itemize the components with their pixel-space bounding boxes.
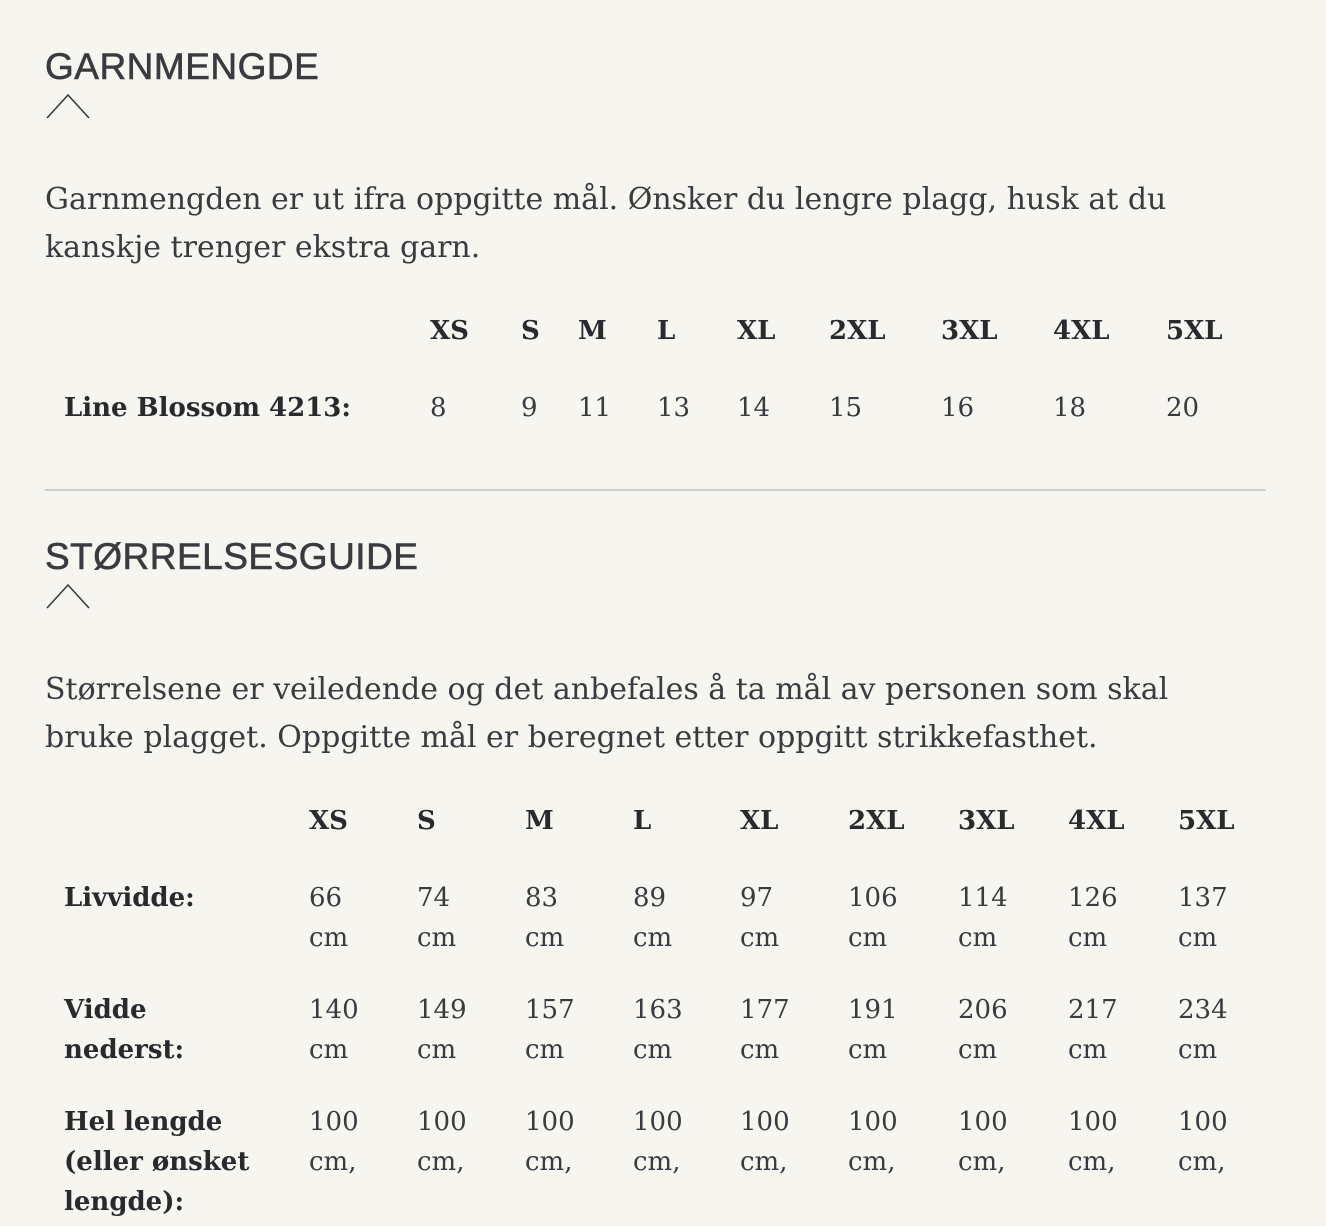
measurement-value: 83 (525, 883, 559, 913)
measurement-value: 100 (958, 1107, 1008, 1137)
yarn-value: 18 (1053, 393, 1087, 423)
table-row (64, 878, 1268, 990)
measurement-value: 137 (1178, 883, 1228, 913)
size-header: L (657, 316, 676, 346)
size-header: M (525, 806, 554, 836)
measurement-cell (1068, 878, 1178, 990)
yarn-table-corner (64, 316, 430, 388)
yarn-section (45, 46, 1266, 272)
measurement-unit: cm, (633, 1147, 681, 1177)
size-header: 2XL (829, 316, 886, 346)
yarn-value: 14 (737, 393, 771, 423)
measurement-cell (309, 1102, 417, 1222)
measurement-value: 100 (525, 1107, 575, 1137)
measurement-unit: cm, (309, 1147, 357, 1177)
measurement-unit: cm, (1068, 1147, 1116, 1177)
measurement-unit: cm (1068, 923, 1108, 953)
size-header: 5XL (1178, 806, 1235, 836)
yarn-value: 15 (829, 393, 863, 423)
size-guide-heading[interactable]: STØRRELSESGUIDE (45, 536, 419, 577)
guide-table-corner (64, 806, 309, 878)
measurement-unit: cm (1068, 1035, 1108, 1065)
measurement-value: 106 (848, 883, 898, 913)
measurement-unit: cm (740, 923, 780, 953)
size-header: 4XL (1053, 316, 1110, 346)
row-label (64, 878, 309, 990)
measurement-value: 100 (633, 1107, 683, 1137)
measurement-unit: cm (633, 923, 673, 953)
yarn-description: Garnmengden er ut ifra oppgitte mål. Ønsker du lengre plagg, husk at du kanskje trenger ekstra garn. (45, 182, 1167, 265)
yarn-value: 20 (1166, 393, 1200, 423)
measurement-value: 100 (417, 1107, 467, 1137)
size-header: S (521, 316, 540, 346)
measurement-value: 100 (309, 1107, 359, 1137)
measurement-unit: cm (848, 923, 888, 953)
chevron-up-icon[interactable] (45, 92, 91, 120)
measurement-value: 157 (525, 995, 575, 1025)
measurement-unit: cm (525, 1035, 565, 1065)
measurement-value: 66 (309, 883, 343, 913)
measurement-value: 74 (417, 883, 451, 913)
size-header: 3XL (941, 316, 998, 346)
measurement-cell (417, 1102, 525, 1222)
measurement-value: 149 (417, 995, 467, 1025)
section-divider (45, 489, 1266, 491)
measurement-value: 100 (740, 1107, 790, 1137)
measurement-cell (1178, 1102, 1268, 1222)
measurement-unit: cm (525, 923, 565, 953)
row-label (64, 1102, 309, 1222)
measurement-cell (740, 990, 848, 1102)
measurement-unit: cm (958, 1035, 998, 1065)
measurement-cell (633, 1102, 740, 1222)
yarn-heading[interactable]: GARNMENGDE (45, 46, 320, 87)
measurement-value: 100 (1178, 1107, 1228, 1137)
measurement-cell (525, 990, 633, 1102)
measurement-unit: cm (740, 1035, 780, 1065)
size-header: M (578, 316, 607, 346)
size-header: 2XL (848, 806, 905, 836)
measurement-cell (309, 990, 417, 1102)
chevron-up-icon[interactable] (45, 582, 91, 610)
measurement-value: 97 (740, 883, 774, 913)
size-guide-description: Størrelsene er veiledende og det anbefales å ta mål av personen som skal bruke plagget. Oppgitte mål er beregnet etter oppgitt strikkefasthet. (45, 672, 1169, 755)
measurement-unit: cm (417, 923, 457, 953)
row-label-line: (eller ønsket (64, 1147, 250, 1177)
measurement-unit: cm (309, 923, 349, 953)
measurement-value: 100 (1068, 1107, 1118, 1137)
measurement-value: 177 (740, 995, 790, 1025)
measurement-value: 100 (848, 1107, 898, 1137)
measurement-value: 163 (633, 995, 683, 1025)
size-header: XS (309, 806, 348, 836)
measurement-unit: cm (1178, 923, 1218, 953)
measurement-cell (633, 878, 740, 990)
table-row (64, 990, 1268, 1102)
size-header: XL (740, 806, 779, 836)
row-label (64, 990, 309, 1102)
size-guide-section (45, 536, 1266, 762)
measurement-unit: cm (958, 923, 998, 953)
measurement-value: 89 (633, 883, 667, 913)
table-row (64, 388, 1256, 428)
measurement-cell (417, 878, 525, 990)
measurement-unit: cm (633, 1035, 673, 1065)
measurement-cell (417, 990, 525, 1102)
row-label-line: nederst: (64, 1035, 185, 1065)
measurement-unit: cm (417, 1035, 457, 1065)
measurement-cell (958, 878, 1068, 990)
yarn-value: 11 (578, 393, 612, 423)
measurement-unit: cm, (958, 1147, 1006, 1177)
measurement-cell (848, 990, 958, 1102)
yarn-table (64, 316, 1256, 428)
measurement-cell (1178, 878, 1268, 990)
measurement-unit: cm (1178, 1035, 1218, 1065)
measurement-value: 140 (309, 995, 359, 1025)
measurement-cell (740, 1102, 848, 1222)
measurement-unit: cm, (1178, 1147, 1226, 1177)
measurement-value: 126 (1068, 883, 1118, 913)
measurement-unit: cm, (417, 1147, 465, 1177)
measurement-value: 114 (958, 883, 1008, 913)
row-label: Line Blossom 4213: (64, 393, 351, 423)
measurement-cell (309, 878, 417, 990)
yarn-value: 16 (941, 393, 975, 423)
yarn-value: 9 (521, 393, 538, 423)
row-label-line: Hel lengde (64, 1107, 223, 1137)
measurement-value: 191 (848, 995, 898, 1025)
size-header: 3XL (958, 806, 1015, 836)
measurement-unit: cm, (525, 1147, 573, 1177)
measurement-unit: cm (848, 1035, 888, 1065)
measurement-cell (740, 878, 848, 990)
yarn-value: 13 (657, 393, 691, 423)
measurement-cell (848, 878, 958, 990)
measurement-unit: cm (309, 1035, 349, 1065)
measurement-unit: cm, (740, 1147, 788, 1177)
yarn-value: 8 (430, 393, 447, 423)
measurement-cell (1178, 990, 1268, 1102)
size-header: 5XL (1166, 316, 1223, 346)
measurement-value: 206 (958, 995, 1008, 1025)
size-header: 4XL (1068, 806, 1125, 836)
table-row (64, 1102, 1268, 1222)
size-header: XS (430, 316, 469, 346)
measurement-cell (1068, 990, 1178, 1102)
row-label-line: Vidde (64, 995, 147, 1025)
size-header: L (633, 806, 652, 836)
row-label-line: lengde): (64, 1187, 185, 1217)
measurement-value: 234 (1178, 995, 1228, 1025)
measurement-cell (958, 990, 1068, 1102)
measurement-cell (633, 990, 740, 1102)
measurement-cell (525, 878, 633, 990)
measurement-cell (525, 1102, 633, 1222)
size-header: S (417, 806, 436, 836)
measurement-cell (1068, 1102, 1178, 1222)
measurement-value: 217 (1068, 995, 1118, 1025)
measurement-cell (848, 1102, 958, 1222)
measurement-unit: cm, (848, 1147, 896, 1177)
measurement-cell (958, 1102, 1068, 1222)
row-label-line: Livvidde: (64, 883, 195, 913)
size-header: XL (737, 316, 776, 346)
size-guide-table (64, 806, 1268, 1222)
